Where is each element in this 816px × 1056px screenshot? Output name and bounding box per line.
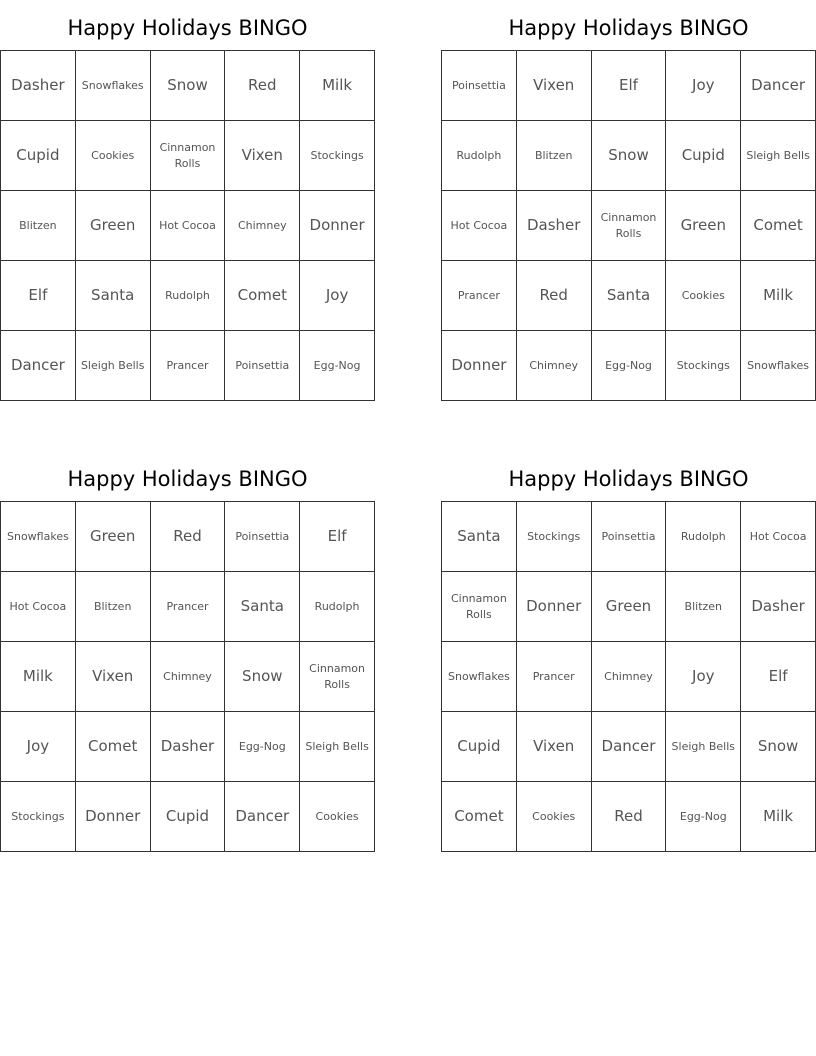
bingo-cell: Chimney bbox=[151, 642, 226, 712]
bingo-cell: Cinnamon Rolls bbox=[300, 642, 375, 712]
bingo-cell: Cupid bbox=[1, 121, 76, 191]
bingo-cell: Milk bbox=[1, 642, 76, 712]
bingo-cell: Comet bbox=[442, 782, 517, 852]
bingo-cell: Dasher bbox=[741, 572, 816, 642]
bingo-cell: Snow bbox=[225, 642, 300, 712]
bingo-cell: Rudolph bbox=[300, 572, 375, 642]
bingo-cell: Donner bbox=[442, 331, 517, 401]
bingo-cell: Chimney bbox=[592, 642, 667, 712]
bingo-cell: Snowflakes bbox=[442, 642, 517, 712]
bingo-cell: Red bbox=[517, 261, 592, 331]
bingo-cell: Santa bbox=[442, 502, 517, 572]
bingo-cell: Cookies bbox=[666, 261, 741, 331]
bingo-cell: Poinsettia bbox=[225, 502, 300, 572]
bingo-cell: Vixen bbox=[76, 642, 151, 712]
bingo-cell: Milk bbox=[741, 261, 816, 331]
bingo-cell: Egg-Nog bbox=[300, 331, 375, 401]
bingo-cell: Blitzen bbox=[666, 572, 741, 642]
bingo-cell: Dancer bbox=[741, 51, 816, 121]
bingo-cell: Chimney bbox=[225, 191, 300, 261]
bingo-cell: Green bbox=[666, 191, 741, 261]
bingo-cell: Stockings bbox=[1, 782, 76, 852]
bingo-cell: Joy bbox=[666, 642, 741, 712]
bingo-cell: Red bbox=[151, 502, 226, 572]
bingo-cell: Snowflakes bbox=[76, 51, 151, 121]
bingo-cell: Snow bbox=[592, 121, 667, 191]
bingo-cell: Poinsettia bbox=[592, 502, 667, 572]
bingo-cell: Joy bbox=[1, 712, 76, 782]
bingo-cell: Vixen bbox=[517, 51, 592, 121]
bingo-cell: Vixen bbox=[225, 121, 300, 191]
bingo-cell: Snowflakes bbox=[741, 331, 816, 401]
bingo-cell: Cookies bbox=[300, 782, 375, 852]
bingo-cell: Egg-Nog bbox=[225, 712, 300, 782]
bingo-cell: Chimney bbox=[517, 331, 592, 401]
bingo-cell: Snowflakes bbox=[1, 502, 76, 572]
bingo-cell: Milk bbox=[300, 51, 375, 121]
bingo-cell: Joy bbox=[666, 51, 741, 121]
bingo-cell: Blitzen bbox=[76, 572, 151, 642]
card-title: Happy Holidays BINGO bbox=[508, 467, 749, 491]
bingo-cell: Donner bbox=[517, 572, 592, 642]
bingo-cell: Dasher bbox=[517, 191, 592, 261]
bingo-cell: Cupid bbox=[151, 782, 226, 852]
bingo-cell: Rudolph bbox=[151, 261, 226, 331]
bingo-cell: Comet bbox=[741, 191, 816, 261]
bingo-cell: Green bbox=[76, 191, 151, 261]
bingo-cell: Hot Cocoa bbox=[151, 191, 226, 261]
bingo-cell: Elf bbox=[741, 642, 816, 712]
bingo-cell: Cupid bbox=[666, 121, 741, 191]
bingo-cell: Cupid bbox=[442, 712, 517, 782]
bingo-cell: Snow bbox=[741, 712, 816, 782]
bingo-cell: Prancer bbox=[517, 642, 592, 712]
bingo-grid bbox=[0, 501, 375, 852]
bingo-cell: Stockings bbox=[517, 502, 592, 572]
bingo-cell: Stockings bbox=[300, 121, 375, 191]
bingo-cell: Cinnamon Rolls bbox=[442, 572, 517, 642]
bingo-cell: Egg-Nog bbox=[666, 782, 741, 852]
bingo-cell: Egg-Nog bbox=[592, 331, 667, 401]
bingo-cell: Santa bbox=[76, 261, 151, 331]
card-title: Happy Holidays BINGO bbox=[508, 16, 749, 40]
bingo-cell: Sleigh Bells bbox=[76, 331, 151, 401]
bingo-cell: Santa bbox=[225, 572, 300, 642]
bingo-cell: Cinnamon Rolls bbox=[592, 191, 667, 261]
bingo-cell: Dasher bbox=[151, 712, 226, 782]
bingo-cell: Green bbox=[76, 502, 151, 572]
bingo-cell: Dancer bbox=[592, 712, 667, 782]
bingo-grid bbox=[441, 50, 816, 401]
bingo-cell: Dancer bbox=[1, 331, 76, 401]
bingo-cell: Dasher bbox=[1, 51, 76, 121]
bingo-cell: Stockings bbox=[666, 331, 741, 401]
bingo-cell: Elf bbox=[1, 261, 76, 331]
bingo-cell: Vixen bbox=[517, 712, 592, 782]
bingo-cell: Poinsettia bbox=[225, 331, 300, 401]
bingo-grid bbox=[0, 50, 375, 401]
bingo-cell: Santa bbox=[592, 261, 667, 331]
bingo-cell: Hot Cocoa bbox=[741, 502, 816, 572]
bingo-cell: Hot Cocoa bbox=[1, 572, 76, 642]
bingo-cell: Donner bbox=[76, 782, 151, 852]
card-title: Happy Holidays BINGO bbox=[67, 467, 308, 491]
bingo-cell: Prancer bbox=[442, 261, 517, 331]
bingo-grid bbox=[441, 501, 816, 852]
bingo-cell: Blitzen bbox=[1, 191, 76, 261]
bingo-cell: Snow bbox=[151, 51, 226, 121]
bingo-cell: Elf bbox=[592, 51, 667, 121]
bingo-cell: Prancer bbox=[151, 572, 226, 642]
bingo-cell: Rudolph bbox=[666, 502, 741, 572]
card-title: Happy Holidays BINGO bbox=[67, 16, 308, 40]
bingo-cell: Joy bbox=[300, 261, 375, 331]
bingo-cell: Prancer bbox=[151, 331, 226, 401]
bingo-cell: Donner bbox=[300, 191, 375, 261]
bingo-cell: Hot Cocoa bbox=[442, 191, 517, 261]
bingo-cell: Cookies bbox=[517, 782, 592, 852]
bingo-cell: Cinnamon Rolls bbox=[151, 121, 226, 191]
bingo-cell: Red bbox=[225, 51, 300, 121]
bingo-cell: Poinsettia bbox=[442, 51, 517, 121]
bingo-cell: Green bbox=[592, 572, 667, 642]
bingo-cell: Dancer bbox=[225, 782, 300, 852]
bingo-cell: Red bbox=[592, 782, 667, 852]
bingo-cell: Comet bbox=[225, 261, 300, 331]
bingo-cell: Rudolph bbox=[442, 121, 517, 191]
bingo-cell: Blitzen bbox=[517, 121, 592, 191]
bingo-cell: Elf bbox=[300, 502, 375, 572]
bingo-cell: Comet bbox=[76, 712, 151, 782]
bingo-cell: Cookies bbox=[76, 121, 151, 191]
bingo-cell: Sleigh Bells bbox=[666, 712, 741, 782]
bingo-cell: Milk bbox=[741, 782, 816, 852]
bingo-cell: Sleigh Bells bbox=[741, 121, 816, 191]
bingo-cell: Sleigh Bells bbox=[300, 712, 375, 782]
